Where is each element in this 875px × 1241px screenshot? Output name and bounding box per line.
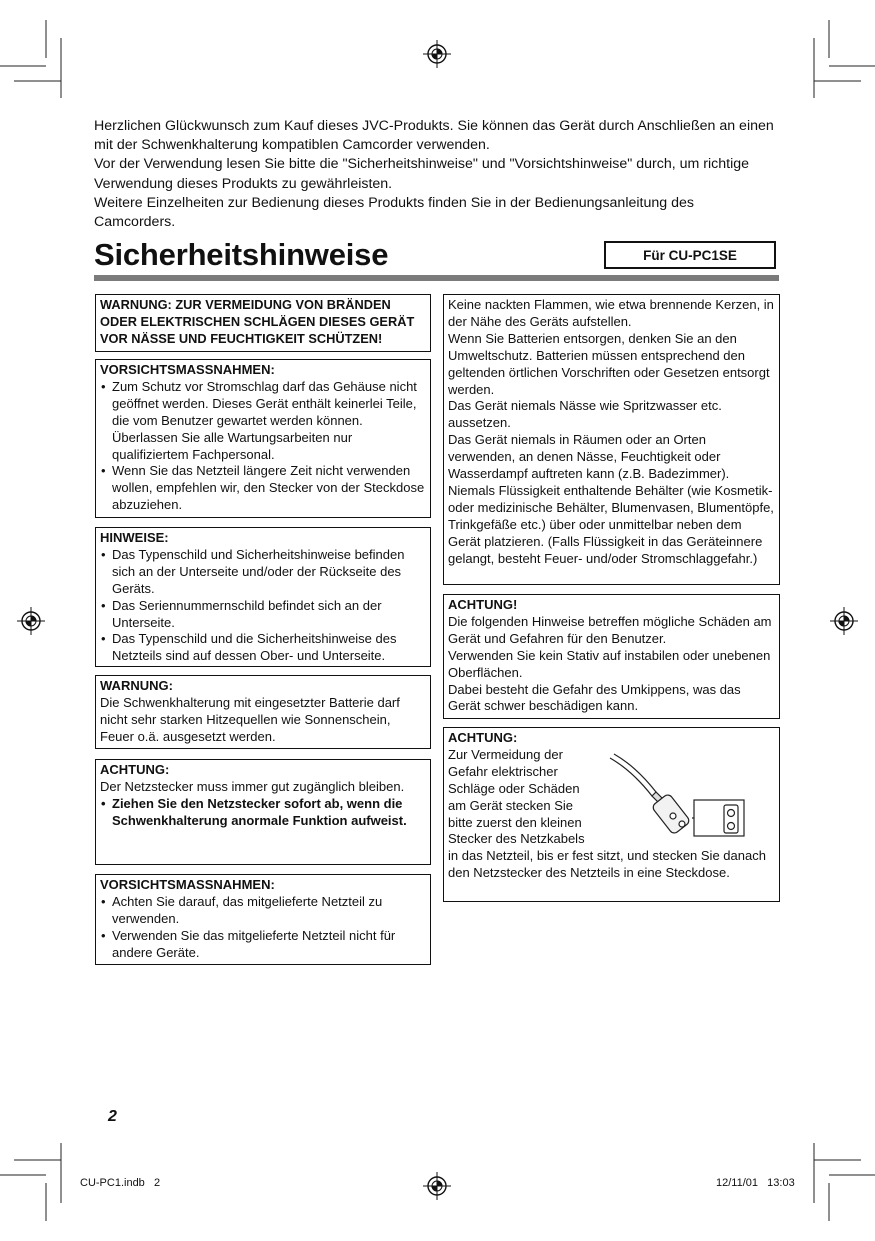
registration-mark-bottom (423, 1172, 451, 1200)
precautions-heading: VORSICHTSMASSNAHMEN: (100, 362, 275, 377)
warning-heat-box (95, 675, 431, 749)
notes-box (95, 527, 431, 667)
intro-text (94, 117, 774, 232)
caution-bold-item: • Ziehen Sie den Netzstecker sofort ab, wenn die Schwenkhalterung anormale Funktion aufweist. (100, 796, 426, 830)
precautions-box-1 (95, 359, 431, 518)
caution-cable-line: Stecker des Netzkabels (448, 831, 585, 847)
caution-cable-line: Gefahr elektrischer (448, 763, 558, 779)
footer-filename: CU-PC1.indb 2 (80, 1177, 161, 1189)
intro-paragraph: Vor der Verwendung lesen Sie bitte die "Sicherheitshinweise" und "Vorsichtshinweise" durch, um richtige Verwendung dieses Produkts zu gewährleisten. (94, 156, 749, 192)
warning-fire-shock-box (95, 294, 431, 352)
registration-mark-left (17, 607, 45, 635)
warning-heading: WARNUNG: (100, 678, 173, 693)
caution-heading: ACHTUNG! (448, 597, 518, 612)
notes-heading: HINWEISE: (100, 530, 169, 545)
page-number: 2 (108, 1108, 117, 1125)
list-item: • Zum Schutz vor Stromschlag darf das Gehäuse nicht geöffnet werden. Dieses Gerät enthält keinerlei Teile, die vom Benutzer gewartet werden können. Überlassen Sie alle Wartungsarbeiten nur qualifiziertem Fachpersonal. (100, 379, 426, 464)
caution-plug-box (95, 759, 431, 865)
precautions-box-2 (95, 874, 431, 965)
warning-fire-shock-text: WARNUNG: ZUR VERMEIDUNG VON BRÄNDEN ODER ELEKTRISCHEN SCHLÄGEN DIESES GERÄT VOR NÄSSE UND FEUCHTIGKEIT SCHÜTZEN! (100, 297, 415, 346)
power-cable-plug-illustration (608, 752, 758, 840)
caution-damage-text: Die folgenden Hinweise betreffen mögliche Schäden am Gerät und Gefahren für den Benutzer. (448, 613, 772, 646)
list-item: • Achten Sie darauf, das mitgelieferte Netzteil zu verwenden. (100, 894, 426, 928)
caution-damage-text: Dabei besteht die Gefahr des Umkippens, was das Gerät schwer beschädigen kann. (448, 681, 741, 714)
caution-heading: ACHTUNG: (100, 762, 170, 777)
precautions-heading: VORSICHTSMASSNAHMEN: (100, 877, 275, 892)
list-item: • Wenn Sie das Netzteil längere Zeit nicht verwenden wollen, empfehlen wir, den Stecker von der Steckdose abzuziehen. (100, 463, 426, 514)
caution-cable-line: Zur Vermeidung der (448, 746, 563, 762)
safety-paragraph: Niemals Flüssigkeit enthaltende Behälter (wie Kosmetik- oder medizinische Behälter, Blumenvasen, Blumentöpfe, Trinkgefäße etc.) über oder unmittelbar neben dem Gerät platzieren. (Falls Flüssigkeit in das Geräteinnere gelangt, besteht Feuer- und/oder Stromschlaggefahr.) (448, 482, 774, 566)
list-item: • Verwenden Sie das mitgelieferte Netzteil nicht für andere Geräte. (100, 928, 426, 962)
safety-paragraph: Das Gerät niemals in Räumen oder an Orten verwenden, an denen Nässe, Feuchtigkeit oder Wasserdampf auftreten kann (z.B. Badezimmer). (448, 432, 730, 482)
warning-heat-text: Die Schwenkhalterung mit eingesetzter Batterie darf nicht sehr starken Hitzequellen wie Sonnenschein, Feuer o.ä. ausgesetzt werden. (100, 694, 400, 744)
general-safety-box (443, 294, 780, 585)
caution-cable-line: am Gerät stecken Sie (448, 797, 573, 813)
caution-plug-text: Der Netzstecker muss immer gut zugänglich bleiben. (100, 778, 405, 794)
page-title: Sicherheitshinweise (94, 237, 389, 272)
caution-cable-text: in das Netzteil, bis er fest sitzt, und stecken Sie danach den Netzstecker des Netzteils in eine Steckdose. (448, 848, 766, 881)
registration-mark-top (423, 40, 451, 68)
caution-cable-line: Schläge oder Schäden (448, 780, 580, 796)
intro-paragraph: Weitere Einzelheiten zur Bedienung dieses Produkts finden Sie in der Bedienungsanleitung des Camcorders. (94, 194, 694, 231)
caution-heading: ACHTUNG: (448, 730, 518, 745)
list-item: • Das Typenschild und Sicherheitshinweise befinden sich an der Unterseite und/oder der Rückseite des Geräts. (100, 547, 426, 598)
safety-paragraph: Wenn Sie Batterien entsorgen, denken Sie an den Umweltschutz. Batterien müssen entsprechend den geltenden örtlichen Vorschriften oder Gesetzen entsorgt werden. (448, 330, 770, 397)
model-badge: Für CU-PC1SE (604, 241, 776, 269)
title-divider (94, 275, 779, 281)
safety-paragraph: Das Gerät niemals Nässe wie Spritzwasser etc. aussetzen. (448, 398, 722, 431)
list-item: • Das Seriennummernschild befindet sich an der Unterseite. (100, 598, 426, 632)
footer-datetime: 12/11/01 13:03 (716, 1177, 795, 1189)
intro-paragraph: Herzlichen Glückwunsch zum Kauf dieses JVC-Produkts. Sie können das Gerät durch Anschließen an einen mit der Schwenkhalterung kompatiblen Camcorder verwenden. (94, 118, 774, 154)
registration-mark-right (830, 607, 858, 635)
list-item: • Das Typenschild und die Sicherheitshinweise des Netzteils sind auf dessen Ober- und Unterseite. (100, 631, 426, 665)
caution-damage-box (443, 594, 780, 719)
caution-cable-line: bitte zuerst den kleinen (448, 814, 582, 830)
caution-damage-text: Verwenden Sie kein Stativ auf instabilen oder unebenen Oberflächen. (448, 647, 771, 680)
safety-paragraph: Keine nackten Flammen, wie etwa brennende Kerzen, in der Nähe des Geräts aufstellen. (448, 297, 774, 329)
